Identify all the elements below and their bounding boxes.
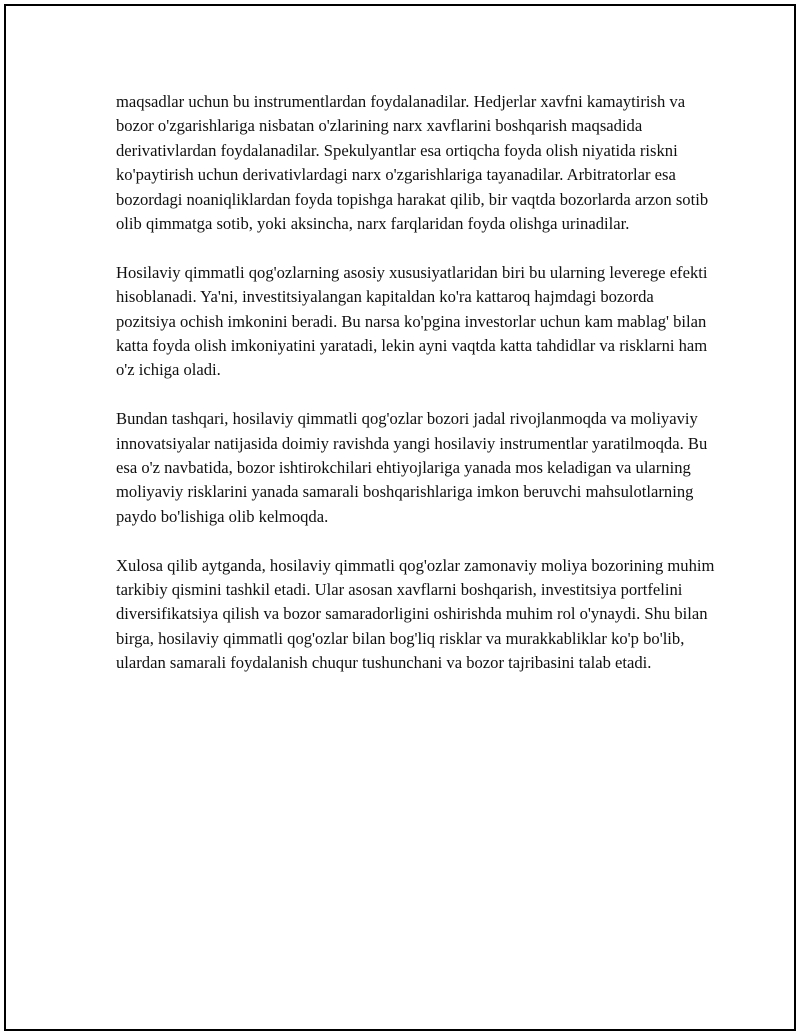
document-body: [116, 90, 716, 676]
paragraph-market-development: Bundan tashqari, hosilaviy qimmatli qog'ozlar bozori jadal rivojlanmoqda va moliyaviy innovatsiyalar natijasida doimiy ravishda yangi hosilaviy instrumentlar yaratilmoqda. Bu esa o'z navbatida, bozor ishtirokchilari ehtiyojlariga yanada mos keladigan va ularning moliyaviy risklarini yanada samarali boshqarishlariga imkon beruvchi mahsulotlarning paydo bo'lishiga olib kelmoqda.: [116, 409, 708, 526]
paragraph-leverage-effect: Hosilaviy qimmatli qog'ozlarning asosiy xususiyatlaridan biri bu ularning leverege efekti hisoblanadi. Ya'ni, investitsiyalangan kapitaldan ko'ra kattaroq hajmdagi bozorda pozitsiya ochish imkonini beradi. Bu narsa ko'pgina investorlar uchun kam mablag' bilan katta foyda olish imkoniyatini yaratadi, lekin ayni vaqtda katta tahdidlar va risklarni ham o'z ichiga oladi.: [116, 262, 708, 380]
paragraph-conclusion: Xulosa qilib aytganda, hosilaviy qimmatli qog'ozlar zamonaviy moliya bozorining muhim tarkibiy qismini tashkil etadi. Ular asosan xavflarni boshqarish, investitsiya portfelini diversifikatsiya qilish va bozor samaradorligini oshirishda muhim rol o'ynaydi. Shu bilan birga, hosilaviy qimmatli qog'ozlar bilan bog'liq risklar va murakkabliklar ko'p bo'lib, ulardan samarali foydalanish chuqur tushunchani va bozor tajribasini talab etadi.: [116, 555, 715, 673]
paragraph-derivative-users: maqsadlar uchun bu instrumentlardan foydalanadilar. Hedjerlar xavfni kamaytirish va bozor o'zgarishlariga nisbatan o'zlarining narx xavflarini boshqarish maqsadida derivativlardan foydalanadilar. Spekulyantlar esa ortiqcha foyda olish niyatida riskni ko'paytirish uchun derivativlardagi narx o'zgarishlariga tayanadilar. Arbitratorlar esa bozordagi noaniqliklardan foyda topishga harakat qilib, bir vaqtda bozorlarda arzon sotib olib qimmatga sotib, yoki aksincha, narx farqlaridan foyda olishga urinadilar.: [116, 92, 709, 234]
